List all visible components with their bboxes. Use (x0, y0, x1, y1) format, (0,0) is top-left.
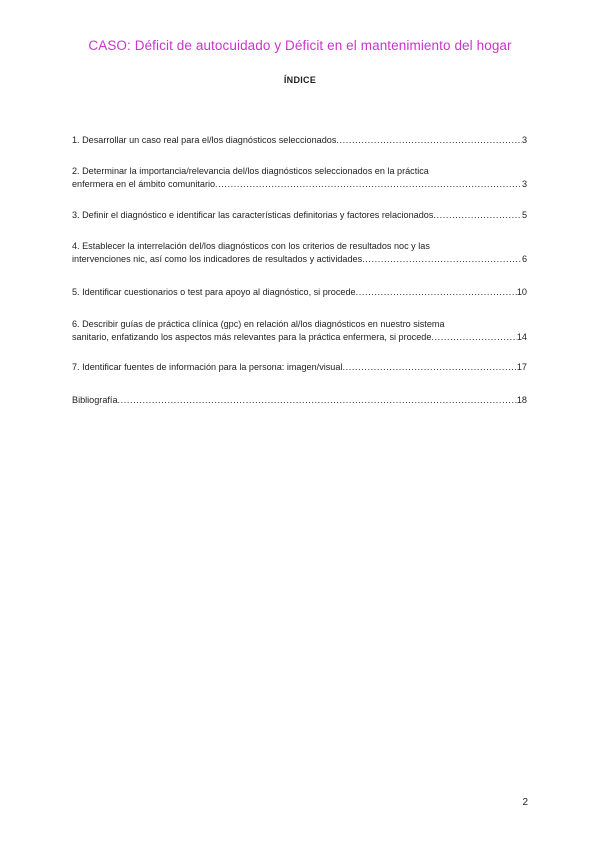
toc-dot-leader (431, 331, 516, 344)
toc-entry-3[interactable] (72, 209, 527, 222)
toc-entry-4[interactable] (72, 240, 527, 266)
toc-entry-page: 17 (516, 362, 527, 372)
toc-entry-text-first: 4. Establecer la interrelación del/los diagnósticos con los criterios de resultados noc y las (72, 241, 430, 251)
page-number: 2 (522, 797, 528, 808)
toc-entry-text-first: 2. Determinar la importancia/relevancia del/los diagnósticos seleccionados en la práctica (72, 166, 429, 176)
toc-entry-text: 7. Identificar fuentes de información para la persona: imagen/visual (72, 362, 343, 372)
toc-entry-line (72, 361, 527, 374)
toc-dot-leader (356, 286, 517, 299)
toc-entry-text-first: 6. Describir guías de práctica clínica (gpc) en relación al/los diagnósticos en nuestro sistema (72, 319, 445, 329)
toc-entry-page: 18 (516, 395, 527, 405)
toc-entry-1[interactable] (72, 134, 527, 147)
toc-entry-7[interactable] (72, 361, 527, 374)
toc-entry-text: intervenciones nic, así como los indicadores de resultados y actividades (72, 254, 363, 264)
toc-entry-page: 6 (521, 254, 527, 264)
toc-dot-leader (215, 178, 522, 191)
toc-entry-page: 14 (516, 332, 527, 342)
toc-entry-line (72, 209, 527, 222)
toc-entry-text: 5. Identificar cuestionarios o test para apoyo al diagnóstico, si procede (72, 287, 356, 297)
toc-entry-2[interactable] (72, 165, 527, 191)
toc-entry-line (72, 394, 527, 407)
toc-dot-leader (118, 394, 517, 407)
toc-entry-text: sanitario, enfatizando los aspectos más relevantes para la práctica enfermera, si procede (72, 332, 432, 342)
toc-entry-page: 10 (516, 287, 527, 297)
toc-entry-text: 1. Desarrollar un caso real para el/los diagnósticos seleccionados (72, 135, 337, 145)
toc-entry-text: 3. Definir el diagnóstico e identificar las características definitorias y factores relacionados (72, 210, 434, 220)
toc-entry-line (72, 331, 527, 344)
toc-dot-leader (336, 134, 522, 147)
toc-entry-line (72, 253, 527, 266)
toc-entry-5[interactable] (72, 286, 527, 299)
toc-entry-text: Bibliografía (72, 395, 118, 405)
toc-dot-leader (362, 253, 522, 266)
toc-dot-leader (433, 209, 522, 222)
toc-entry-page: 3 (521, 135, 527, 145)
index-heading: ÍNDICE (283, 75, 317, 85)
toc-entry-line (72, 286, 527, 299)
toc-entry-6[interactable] (72, 318, 527, 344)
toc-entry-line (72, 178, 527, 191)
toc-entry-8[interactable] (72, 394, 527, 407)
toc-entry-line (72, 134, 527, 147)
toc-entry-text: enfermera en el ámbito comunitario (72, 179, 216, 189)
toc-entry-page: 5 (521, 210, 527, 220)
toc-dot-leader (342, 361, 516, 374)
toc-entry-page: 3 (521, 179, 527, 189)
document-header-title: CASO: Déficit de autocuidado y Déficit en el mantenimiento del hogar (88, 38, 512, 53)
